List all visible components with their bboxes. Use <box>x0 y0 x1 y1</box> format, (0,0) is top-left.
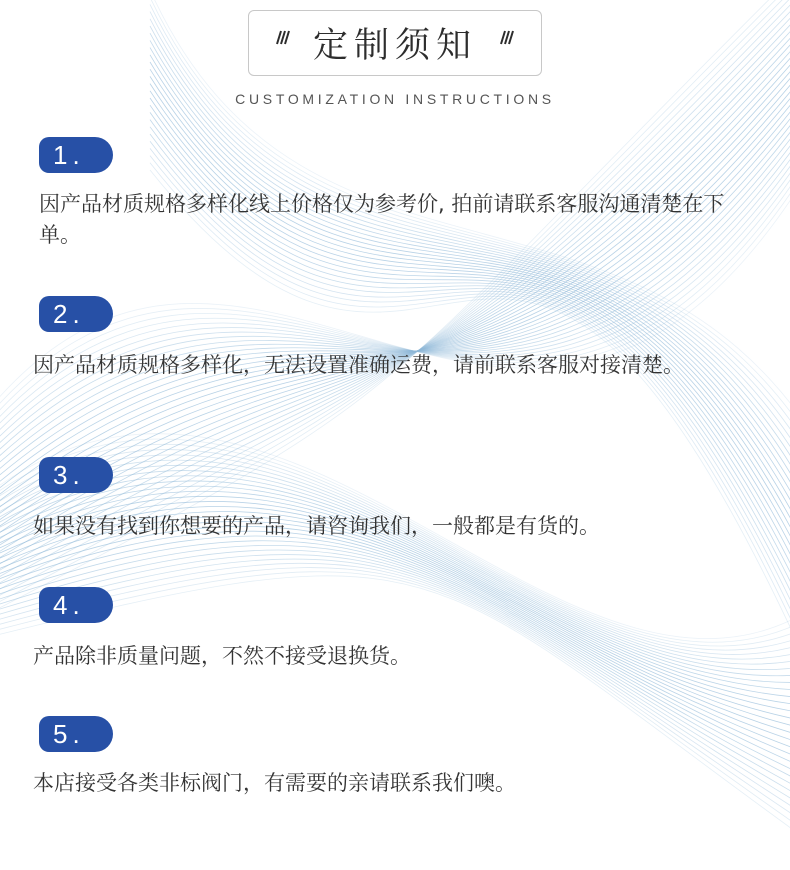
wave-line <box>0 516 790 738</box>
wave-line <box>0 554 790 802</box>
number-badge-4 <box>39 587 113 623</box>
wave-line <box>0 132 790 456</box>
badge-label: 3. <box>53 459 85 490</box>
page-title: 定制须知 <box>312 26 477 66</box>
page-subtitle: CUSTOMIZATION INSTRUCTIONS <box>235 91 555 107</box>
wave-line <box>0 576 790 842</box>
wave-line <box>0 4 790 576</box>
wave-line <box>0 29 790 552</box>
wave-line <box>0 521 790 746</box>
badge-label: 5. <box>53 718 85 749</box>
instruction-text-3: 如果没有找到你想要的产品，请咨询我们，一般都是有货的。 <box>33 514 600 538</box>
number-badge-3 <box>39 457 113 493</box>
number-badge-1 <box>39 137 113 173</box>
badge-label: 4. <box>53 589 85 620</box>
wave-line <box>0 48 790 534</box>
instruction-text-5: 本店接受各类非标阀门，有需要的亲请联系我们噢。 <box>33 771 516 795</box>
instruction-text-1: 因产品材质规格多样化线上价格仅为参考价, 拍前请联系客服沟通清楚在下单。 <box>39 192 725 247</box>
number-badge-2 <box>39 296 113 332</box>
badge-label: 2. <box>53 298 85 329</box>
title-frame <box>248 10 542 76</box>
wave-line <box>0 455 790 655</box>
instruction-text-2: 因产品材质规格多样化，无法设置准确运费，请前联系客服对接清楚。 <box>33 353 684 377</box>
badge-label: 1. <box>53 139 85 170</box>
wave-line <box>0 68 790 516</box>
number-badge-5 <box>39 716 113 752</box>
slash-decoration-left <box>272 29 290 45</box>
wave-line <box>0 61 790 522</box>
slash-decoration-right <box>500 29 518 45</box>
instruction-text-4: 产品除非质量问题，不然不接受退换货。 <box>33 644 411 668</box>
wave-line <box>0 112 790 474</box>
wave-line <box>0 450 790 651</box>
wave-line <box>0 138 790 450</box>
